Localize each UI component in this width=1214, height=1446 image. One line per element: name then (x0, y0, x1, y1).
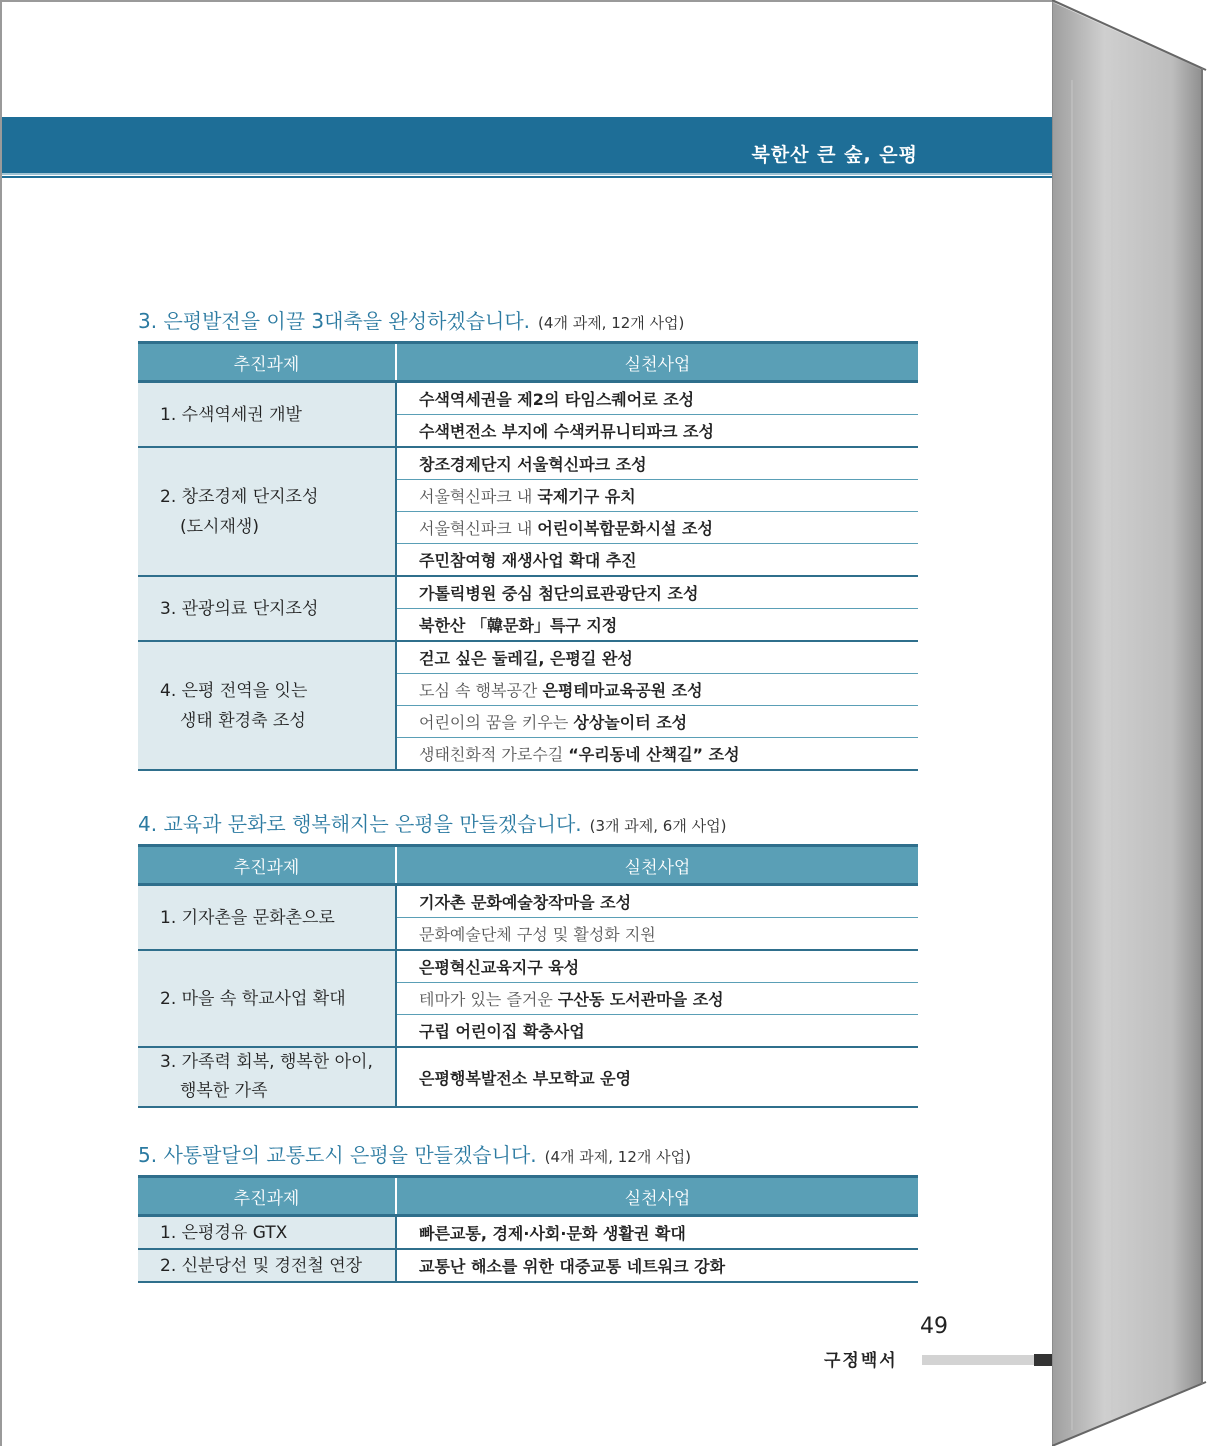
task-cell (138, 1047, 396, 1107)
table-header-row (138, 343, 918, 382)
project-text: 도심 속 행복공간 (419, 681, 543, 700)
project-cell (396, 480, 918, 512)
project-text: 은평테마교육공원 조성 (542, 681, 703, 700)
footer-bar (922, 1355, 1034, 1365)
project-cell (396, 950, 918, 983)
project-cell (396, 674, 918, 706)
task-label: 생태 환경축 조성 (180, 710, 306, 731)
table-row (138, 1249, 918, 1282)
project-cell (396, 641, 918, 674)
project-cell (396, 738, 918, 771)
section-heading-4 (138, 808, 726, 837)
column-header-project: 실천사업 (396, 343, 918, 382)
footer-label: 구정백서 (824, 1351, 898, 1371)
project-cell (396, 983, 918, 1015)
project-cell (396, 576, 918, 609)
project-text: 문화예술단체 구성 및 활성화 지원 (419, 925, 656, 944)
project-cell (396, 415, 918, 448)
task-label: 1. 기자촌을 문화촌으로 (160, 907, 335, 928)
project-cell (396, 1216, 918, 1250)
task-label: 4. 은평 전역을 잇는 (160, 680, 308, 701)
column-header-task: 추진과제 (138, 846, 396, 885)
project-cell (396, 706, 918, 738)
plan-table-3 (138, 341, 918, 771)
task-cell (138, 641, 396, 770)
section-heading-text: 3. 은평발전을 이끌 3대축을 완성하겠습니다. (138, 309, 531, 333)
header-title: 북한산 큰 숲, 은평 (751, 144, 918, 166)
section-heading-text: 5. 사통팔달의 교통도시 은평을 만들겠습니다. (138, 1143, 537, 1167)
section-heading-text: 4. 교육과 문화로 행복해지는 은평을 만들겠습니다. (138, 812, 582, 836)
project-cell (396, 885, 918, 918)
table-row (138, 950, 918, 983)
plan-table-5 (138, 1175, 918, 1283)
project-text: 테마가 있는 즐거운 (419, 990, 558, 1009)
project-text: 창조경제단지 서울혁신파크 조성 (419, 455, 647, 474)
task-label: 2. 창조경제 단지조성 (160, 486, 319, 507)
column-header-project: 실천사업 (396, 1177, 918, 1216)
project-text: 수색변전소 부지에 수색커뮤니티파크 조성 (419, 422, 714, 441)
column-header-task: 추진과제 (138, 1177, 396, 1216)
column-header-task: 추진과제 (138, 343, 396, 382)
task-cell (138, 950, 396, 1047)
project-text: 서울혁신파크 내 (419, 519, 538, 538)
project-cell (396, 1015, 918, 1048)
task-label: (도시재생) (180, 516, 259, 537)
project-cell (396, 544, 918, 577)
project-text: 북한산 「韓문화」특구 지정 (419, 616, 618, 635)
header-divider (2, 176, 1054, 178)
task-label: 1. 수색역세권 개발 (160, 404, 302, 425)
project-text: 가톨릭병원 중심 첨단의료관광단지 조성 (419, 584, 699, 603)
table-row (138, 382, 918, 415)
table-header-row (138, 846, 918, 885)
table-header-row (138, 1177, 918, 1216)
project-text: 기자촌 문화예술창작마을 조성 (419, 893, 632, 912)
table-row (138, 1047, 918, 1107)
task-cell (138, 885, 396, 951)
project-cell (396, 512, 918, 544)
project-text: 어린이복합문화시설 조성 (537, 519, 713, 538)
book-spine (1052, 0, 1214, 1446)
task-label: 2. 신분당선 및 경전철 연장 (160, 1255, 363, 1276)
project-cell (396, 1047, 918, 1107)
task-cell (138, 1216, 396, 1250)
column-header-project: 실천사업 (396, 846, 918, 885)
project-cell (396, 382, 918, 415)
task-label: 2. 마을 속 학교사업 확대 (160, 988, 346, 1009)
project-text: 구립 어린이집 확충사업 (419, 1022, 585, 1041)
page-number: 49 (920, 1314, 948, 1339)
project-text: 은평행복발전소 부모학교 운영 (419, 1068, 632, 1088)
table-row (138, 1216, 918, 1250)
project-text: 수색역세권을 제2의 타임스퀘어로 조성 (419, 390, 695, 409)
task-cell (138, 447, 396, 576)
project-cell (396, 609, 918, 642)
section-heading-note: (4개 과제, 12개 사업) (544, 1148, 691, 1166)
project-text: 생태친화적 가로수길 (419, 745, 569, 764)
project-text: 걷고 싶은 둘레길, 은평길 완성 (419, 649, 633, 668)
project-text: 빠른교통, 경제·사회·문화 생활권 확대 (419, 1224, 686, 1243)
section-heading-note: (3개 과제, 6개 사업) (589, 817, 727, 835)
project-cell (396, 1249, 918, 1282)
project-text: 주민참여형 재생사업 확대 추진 (419, 551, 637, 570)
project-text: 국제기구 유치 (537, 487, 636, 506)
table-row (138, 885, 918, 918)
table-row (138, 447, 918, 480)
task-label: 3. 가족력 회복, 행복한 아이, (160, 1052, 373, 1072)
table-row (138, 641, 918, 674)
task-cell (138, 382, 396, 448)
project-text: 어린이의 꿈을 키우는 (419, 713, 574, 732)
plan-table-4 (138, 844, 918, 1108)
project-text: “우리동네 산책길” 조성 (568, 745, 740, 764)
project-text: 상상놀이터 조성 (573, 713, 688, 732)
task-label: 1. 은평경유 GTX (160, 1222, 288, 1243)
project-cell (396, 918, 918, 951)
task-cell (138, 576, 396, 641)
section-heading-5 (138, 1139, 691, 1168)
project-text: 구산동 도서관마을 조성 (557, 990, 724, 1009)
section-heading-3 (138, 305, 684, 334)
project-text: 교통난 해소를 위한 대중교통 네트워크 강화 (419, 1257, 726, 1276)
project-text: 은평혁신교육지구 육성 (419, 958, 580, 977)
table-row (138, 576, 918, 609)
task-label: 행복한 가족 (180, 1081, 268, 1101)
task-label: 3. 관광의료 단지조성 (160, 598, 319, 619)
task-cell (138, 1249, 396, 1282)
project-text: 서울혁신파크 내 (419, 487, 538, 506)
section-heading-note: (4개 과제, 12개 사업) (538, 314, 685, 332)
project-cell (396, 447, 918, 480)
